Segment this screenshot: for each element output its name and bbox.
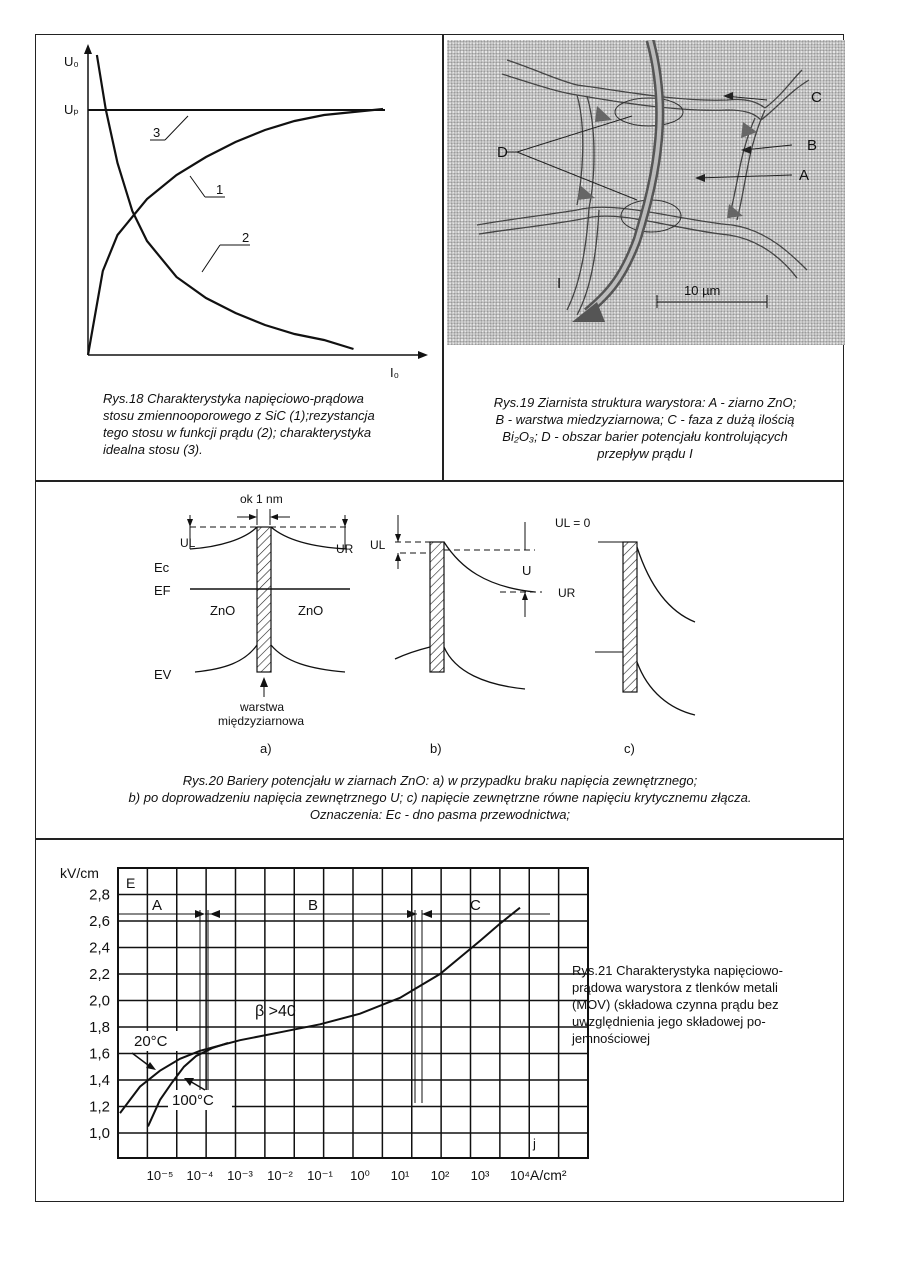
fig21-x-tick: 10² bbox=[430, 1168, 450, 1183]
fig21-x-tick: 10³ bbox=[470, 1168, 490, 1183]
fig21-y-tick: 1,0 bbox=[89, 1125, 110, 1142]
fig21-beta-label: β >40 bbox=[255, 1003, 296, 1020]
fig21-y-tick: 1,2 bbox=[89, 1098, 110, 1116]
fig18-y-label: U₀ bbox=[64, 54, 79, 69]
fig21-e-label: E bbox=[126, 875, 136, 891]
fig20-caption-line: Rys.20 Bariery potencjału w ziarnach ZnO: a) w przypadku braku napięcia zewnętrznego; bbox=[182, 773, 698, 788]
fig18-caption bbox=[103, 390, 433, 458]
fig19-drawing bbox=[447, 40, 845, 345]
fig20c-ul-zero: UL = 0 bbox=[555, 516, 591, 530]
fig21-y-tick: 1,6 bbox=[89, 1045, 110, 1063]
fig21-unit-x: A/cm² bbox=[530, 1167, 567, 1183]
fig20a-ec: Ec bbox=[154, 560, 170, 575]
fig18-up-label: Uₚ bbox=[64, 102, 79, 117]
fig18-caption-line: Rys.18 Charakterystyka napięciowo-prądowa bbox=[103, 391, 364, 406]
fig20a-barrier-layer bbox=[257, 527, 271, 672]
fig21-x-tick: 10¹ bbox=[390, 1168, 410, 1183]
fig21-y-tick: 1,4 bbox=[89, 1072, 110, 1089]
fig19-caption bbox=[450, 394, 840, 462]
fig20c-barrier-layer bbox=[623, 542, 637, 692]
fig21-caption-line: uwzględnienia jego składowej po- bbox=[572, 1014, 766, 1029]
fig18-caption-line: tego stosu w funkcji prądu (2); charakterystyka bbox=[103, 425, 372, 440]
divider-row1 bbox=[35, 480, 844, 482]
fig18-series-2 bbox=[97, 55, 354, 349]
fig20a-layer-label-2: międzyziarnowa bbox=[218, 714, 305, 728]
fig20-sub-c: c) bbox=[624, 741, 635, 756]
fig20-width-label: ok 1 nm bbox=[240, 492, 283, 506]
fig21-j-label: j bbox=[533, 1136, 536, 1151]
fig21-y-tick: 2,0 bbox=[89, 992, 110, 1010]
fig20b-ul: UL bbox=[370, 538, 386, 552]
fig21-y-tick: 2,2 bbox=[89, 966, 110, 983]
fig21-caption-line: (MOV) (składowa czynna prądu bez bbox=[572, 997, 779, 1012]
fig21-series-20c bbox=[120, 908, 520, 1113]
fig20-caption-line: b) po doprowadzeniu napięcia zewnętrznego U; c) napięcie zewnętrzne równe napięciu krytycznemu złącza. bbox=[128, 790, 752, 805]
fig21-t20: 20°C bbox=[134, 1033, 168, 1050]
fig21-x-tick: 10⁻¹ bbox=[307, 1168, 333, 1183]
fig19-label-d: D bbox=[497, 144, 508, 161]
fig21-region-b: B bbox=[308, 897, 319, 914]
fig21-caption-line: jemnościowej bbox=[572, 1031, 651, 1046]
fig21-x-tick: 10⁰ bbox=[350, 1168, 370, 1183]
fig18-leader-3 bbox=[165, 116, 188, 140]
fig20a-ul: UL bbox=[180, 536, 196, 550]
fig21-y-tick: 2,4 bbox=[89, 939, 110, 957]
fig21-y-tick: 2,6 bbox=[89, 913, 110, 930]
fig20-caption-line: Oznaczenia: Ec - dno pasma przewodnictwa; bbox=[309, 807, 571, 822]
fig20-diagram bbox=[140, 487, 700, 762]
fig21-y-tick: 1,8 bbox=[89, 1019, 110, 1036]
divider-col bbox=[442, 34, 444, 481]
fig21-caption bbox=[572, 962, 832, 1047]
fig20a-ev: EV bbox=[154, 667, 172, 682]
fig19-caption-line: Bi₂O₃; D - obszar barier potencjału kontrolujących bbox=[502, 429, 788, 444]
fig18-label-3: 3 bbox=[153, 125, 161, 140]
fig18-label-1: 1 bbox=[216, 182, 224, 197]
fig19-label-i: I bbox=[557, 275, 562, 292]
fig19-caption-line: Rys.19 Ziarnista struktura warystora: A - ziarno ZnO; bbox=[493, 395, 797, 410]
fig19-caption-line: przepływ prądu I bbox=[597, 446, 693, 461]
fig20b-barrier-layer bbox=[430, 542, 444, 672]
fig20-sub-a: a) bbox=[260, 741, 272, 756]
divider-row2 bbox=[35, 838, 844, 840]
fig21-y-tick: 2,8 bbox=[89, 886, 110, 904]
fig20a-ur: UR bbox=[336, 542, 354, 556]
fig20a-layer-label-1: warstwa bbox=[240, 700, 285, 714]
fig21-x-tick: 10⁻³ bbox=[227, 1168, 253, 1183]
fig19-scale: 10 µm bbox=[684, 283, 721, 298]
fig20a-zno-left: ZnO bbox=[210, 603, 236, 618]
fig18-label-2: 2 bbox=[242, 230, 250, 245]
fig20b-u: U bbox=[522, 563, 532, 578]
fig18-caption-line: stosu zmiennooporowego z SiC (1);rezystancja bbox=[103, 408, 375, 423]
fig21-x-tick: 10⁻⁵ bbox=[146, 1168, 174, 1183]
fig18-series-1 bbox=[88, 109, 383, 355]
fig19-caption-line: B - warstwa miedzyziarnowa; C - faza z dużą ilością bbox=[495, 412, 795, 427]
fig19-label-b: B bbox=[807, 137, 818, 154]
fig19-label-c: C bbox=[811, 89, 822, 106]
fig21-caption-line: prądowa warystora z tlenków metali bbox=[572, 980, 778, 995]
fig21-region-a: A bbox=[152, 897, 163, 914]
fig21-region-c: C bbox=[470, 897, 481, 914]
fig20b-ur: UR bbox=[558, 586, 576, 600]
fig19-label-a: A bbox=[799, 167, 810, 184]
fig21-x-tick: 10⁴ bbox=[509, 1168, 531, 1183]
fig18-caption-line: idealna stosu (3). bbox=[103, 442, 203, 457]
fig21-x-tick: 10⁻² bbox=[267, 1168, 293, 1183]
fig21-t100: 100°C bbox=[172, 1092, 214, 1109]
fig20-caption bbox=[50, 772, 830, 823]
fig18-x-label: I₀ bbox=[390, 365, 400, 380]
fig21-x-tick: 10⁻⁴ bbox=[186, 1168, 214, 1183]
fig21-chart bbox=[60, 848, 600, 1188]
fig20-sub-b: b) bbox=[430, 741, 442, 756]
fig20a-ef: EF bbox=[154, 583, 171, 598]
fig18-chart bbox=[40, 40, 435, 380]
fig21-unit-y: kV/cm bbox=[60, 865, 99, 881]
fig21-caption-line: Rys.21 Charakterystyka napięciowo- bbox=[572, 963, 783, 978]
fig20a-zno-right: ZnO bbox=[298, 603, 324, 618]
